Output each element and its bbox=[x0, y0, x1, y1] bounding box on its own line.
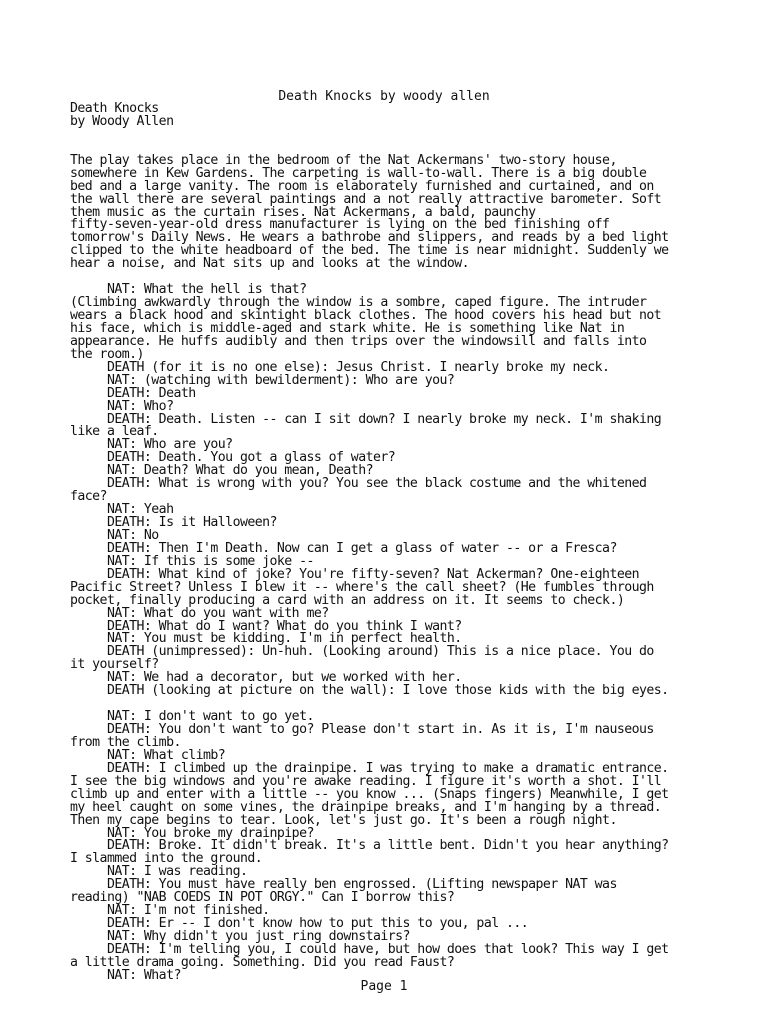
text-line: (Climbing awkwardly through the window is a sombre, caped figure. The intruder bbox=[70, 295, 647, 311]
text-line: NAT: You broke my drainpipe? bbox=[70, 825, 314, 841]
text-line: DEATH (unimpressed): Un-huh. (Looking around) This is a nice place. You do bbox=[70, 644, 654, 660]
text-line: the room.) bbox=[70, 346, 144, 362]
text-line: DEATH: What is wrong with you? You see the black costume and the whitened bbox=[70, 476, 647, 492]
text-line: NAT: What? bbox=[70, 967, 181, 983]
text-line: Pacific Street? Unless I blew it -- where's the call sheet? (He fumbles through bbox=[70, 579, 654, 595]
text-line: by Woody Allen bbox=[70, 113, 174, 129]
text-line: DEATH: Then I'm Death. Now can I get a glass of water -- or a Fresca? bbox=[70, 540, 617, 556]
text-line: the wall there are several paintings and a not really attractive barometer. Soft bbox=[70, 191, 662, 207]
text-line: The play takes place in the bedroom of the Nat Ackermans' two-story house, bbox=[70, 152, 617, 168]
text-line: tomorrow's Daily News. He wears a bathrobe and slippers, and reads by a bed light bbox=[70, 230, 669, 246]
text-line: NAT: What the hell is that? bbox=[70, 282, 307, 298]
text-line: NAT: No bbox=[70, 527, 159, 543]
text-line: like a leaf. bbox=[70, 424, 159, 440]
text-line: bed and a large vanity. The room is elaborately furnished and curtained, and on bbox=[70, 178, 654, 194]
text-line: NAT: If this is some joke -- bbox=[70, 553, 314, 569]
text-line: NAT: I'm not finished. bbox=[70, 903, 270, 919]
text-line: his face, which is middle-aged and stark white. He is something like Nat in bbox=[70, 320, 625, 336]
text-line: NAT: What do you want with me? bbox=[70, 605, 329, 621]
text-line: NAT: Death? What do you mean, Death? bbox=[70, 463, 373, 479]
text-line: them music as the curtain rises. Nat Ackermans, a bald, paunchy bbox=[70, 204, 536, 220]
text-line: NAT: You must be kidding. I'm in perfect health. bbox=[70, 631, 462, 647]
text-line: DEATH: What do I want? What do you think I want? bbox=[70, 618, 462, 634]
text-line: a little drama going. Something. Did you read Faust? bbox=[70, 954, 455, 970]
page-header: Death Knocks by woody allen bbox=[278, 89, 490, 104]
text-line: DEATH: Er -- I don't know how to put this to you, pal ... bbox=[70, 916, 529, 932]
text-line: NAT: (watching with bewilderment): Who are you? bbox=[70, 372, 455, 388]
text-line: Then my cape begins to tear. Look, let's just go. It's been a rough night. bbox=[70, 812, 617, 828]
text-line: hear a noise, and Nat sits up and looks at the window. bbox=[70, 256, 470, 272]
text-line bbox=[70, 129, 760, 142]
text-line: DEATH (looking at picture on the wall): I love those kids with the big eyes. bbox=[70, 683, 669, 699]
text-line: it yourself? bbox=[70, 657, 159, 673]
text-line: climb up and enter with a little -- you know ... (Snaps fingers) Meanwhile, I get bbox=[70, 786, 669, 802]
text-line: wears a black hood and skintight black clothes. The hood covers his head but not bbox=[70, 308, 662, 323]
text-line: DEATH (for it is no one else): Jesus Christ. I nearly broke my neck. bbox=[70, 359, 610, 375]
text-line: pocket, finally producing a card with an address on it. It seems to check.) bbox=[70, 592, 625, 608]
text-line: reading) "NAB COEDS IN POT ORGY." Can I borrow this? bbox=[70, 890, 455, 906]
page-number: Page 1 bbox=[360, 979, 408, 994]
text-line: NAT: We had a decorator, but we worked with her. bbox=[70, 670, 462, 686]
text-line: NAT: I was reading. bbox=[70, 864, 248, 880]
text-line: NAT: Why didn't you just ring downstairs? bbox=[70, 929, 410, 944]
text-line: DEATH: You must have really ben engrossed. (Lifting newspaper NAT was bbox=[70, 877, 617, 893]
text-line: NAT: Who are you? bbox=[70, 437, 233, 453]
text-line: fifty-seven-year-old dress manufacturer is lying on the bed finishing off bbox=[70, 217, 610, 233]
text-line: NAT: Yeah bbox=[70, 502, 174, 518]
text-line: DEATH: What kind of joke? You're fifty-seven? Nat Ackerman? One-eighteen bbox=[70, 566, 639, 582]
text-line: DEATH: Death. Listen -- can I sit down? I nearly broke my neck. I'm shaking bbox=[70, 411, 662, 427]
text-line: DEATH: I climbed up the drainpipe. I was trying to make a dramatic entrance. bbox=[70, 760, 669, 776]
text-line: DEATH: Broke. It didn't break. It's a little bent. Didn't you hear anything? bbox=[70, 838, 669, 854]
text-line: from the climb. bbox=[70, 734, 181, 750]
text-line: appearance. He huffs audibly and then trips over the windowsill and falls into bbox=[70, 333, 647, 349]
text-line: DEATH: You don't want to go? Please don't start in. As it is, I'm nauseous bbox=[70, 722, 654, 737]
document-body bbox=[70, 103, 760, 983]
text-line: DEATH: Is it Halloween? bbox=[70, 515, 277, 530]
text-line: DEATH: I'm telling you, I could have, but how does that look? This way I get bbox=[70, 941, 669, 957]
text-line: I slammed into the ground. bbox=[70, 851, 263, 867]
text-line: I see the big windows and you're awake reading. I figure it's worth a shot. I'll bbox=[70, 773, 662, 789]
text-line: face? bbox=[70, 489, 107, 505]
text-line: my heel caught on some vines, the drainpipe breaks, and I'm hanging by a thread. bbox=[70, 799, 662, 815]
text-line: Death Knocks bbox=[70, 101, 159, 116]
text-line: DEATH: Death bbox=[70, 385, 196, 401]
text-line: NAT: I don't want to go yet. bbox=[70, 709, 314, 725]
text-line: DEATH: Death. You got a glass of water? bbox=[70, 450, 396, 466]
text-line: NAT: What climb? bbox=[70, 747, 226, 763]
text-line: NAT: Who? bbox=[70, 398, 174, 414]
text-line: clipped to the white headboard of the bed. The time is near midnight. Suddenly we bbox=[70, 243, 669, 259]
text-line: somewhere in Kew Gardens. The carpeting is wall-to-wall. There is a big double bbox=[70, 165, 647, 181]
